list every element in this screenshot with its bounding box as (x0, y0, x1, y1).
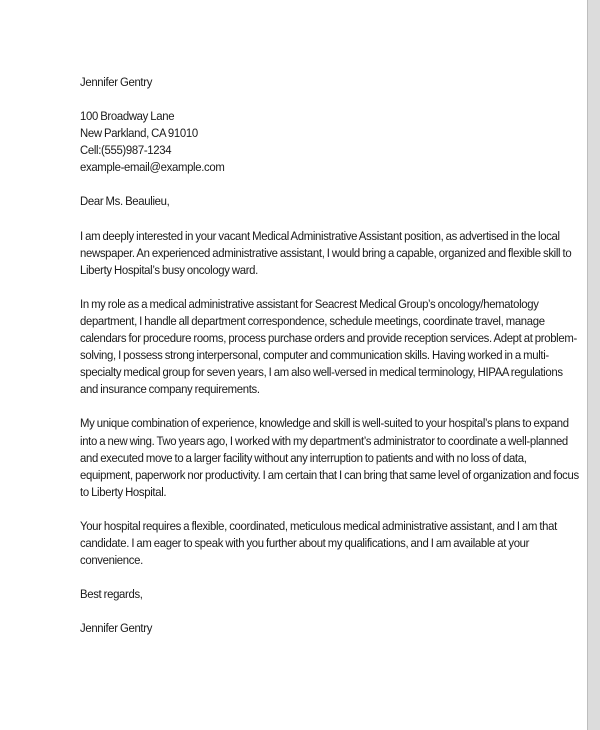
closing: Best regards, (80, 587, 143, 602)
paragraph-line: specialty medical group for seven years, I am also well-versed in medical terminology, HIPAA regulations (80, 365, 563, 380)
page-edge-divider (587, 0, 588, 730)
paragraph-line: and insurance company requirements. (80, 382, 260, 397)
address-email: example-email@example.com (80, 160, 225, 175)
paragraph-line: My unique combination of experience, knowledge and skill is well-suited to your hospital’s plans to expand (80, 416, 569, 431)
paragraph-3 (80, 415, 579, 500)
paragraph-line: and executed move to a larger facility without any interruption to patients and with no loss of data, (80, 450, 527, 465)
paragraph-line: Your hospital requires a flexible, coordinated, meticulous medical administrative assistant, and I am that (80, 518, 557, 533)
letter-body (80, 74, 579, 637)
address-phone: Cell:(555)987-1234 (80, 143, 172, 158)
sender-name-block (80, 74, 526, 91)
paragraph-line: equipment, paperwork nor productivity. I am certain that I can bring that same level of organization and focus (80, 467, 579, 482)
paragraph-line: department, I handle all department correspondence, schedule meetings, coordinate travel, manage (80, 313, 545, 328)
closing-block (80, 586, 526, 603)
paragraph-line: to Liberty Hospital. (80, 484, 167, 499)
paragraph-line: newspaper. An experienced administrative assistant, I would bring a capable, organized and flexible skill to (80, 245, 572, 260)
salutation: Dear Ms. Beaulieu, (80, 194, 170, 209)
paragraph-line: convenience. (80, 553, 143, 568)
paragraph-line: In my role as a medical administrative assistant for Seacrest Medical Group’s oncology/hematology (80, 296, 539, 311)
paragraph-line: into a new wing. Two years ago, I worked with my department’s administrator to coordinate a well-planned (80, 433, 568, 448)
sender-name: Jennifer Gentry (80, 75, 153, 89)
signature-block (80, 620, 526, 637)
paragraph-line: Liberty Hospital’s busy oncology ward. (80, 262, 258, 277)
sender-address (80, 108, 526, 176)
signature-name: Jennifer Gentry (80, 621, 153, 636)
paragraph-line: candidate. I am eager to speak with you further about my qualifications, and I am available at your (80, 535, 530, 550)
paragraph-4 (80, 518, 557, 569)
paragraph-line: calendars for procedure rooms, process purchase orders and provide reception services. Adept at problem- (80, 331, 577, 346)
address-city-state-zip: New Parkland, CA 91010 (80, 126, 198, 141)
salutation-block (80, 193, 526, 210)
paragraph-line: I am deeply interested in your vacant Medical Administrative Assistant position, as advertised in the local (80, 228, 560, 243)
paragraph-1 (80, 228, 572, 279)
address-street: 100 Broadway Lane (80, 109, 175, 124)
paragraph-2 (80, 296, 577, 399)
paragraph-line: solving, I possess strong interpersonal, computer and communication skills. Having worked in a multi- (80, 348, 549, 363)
